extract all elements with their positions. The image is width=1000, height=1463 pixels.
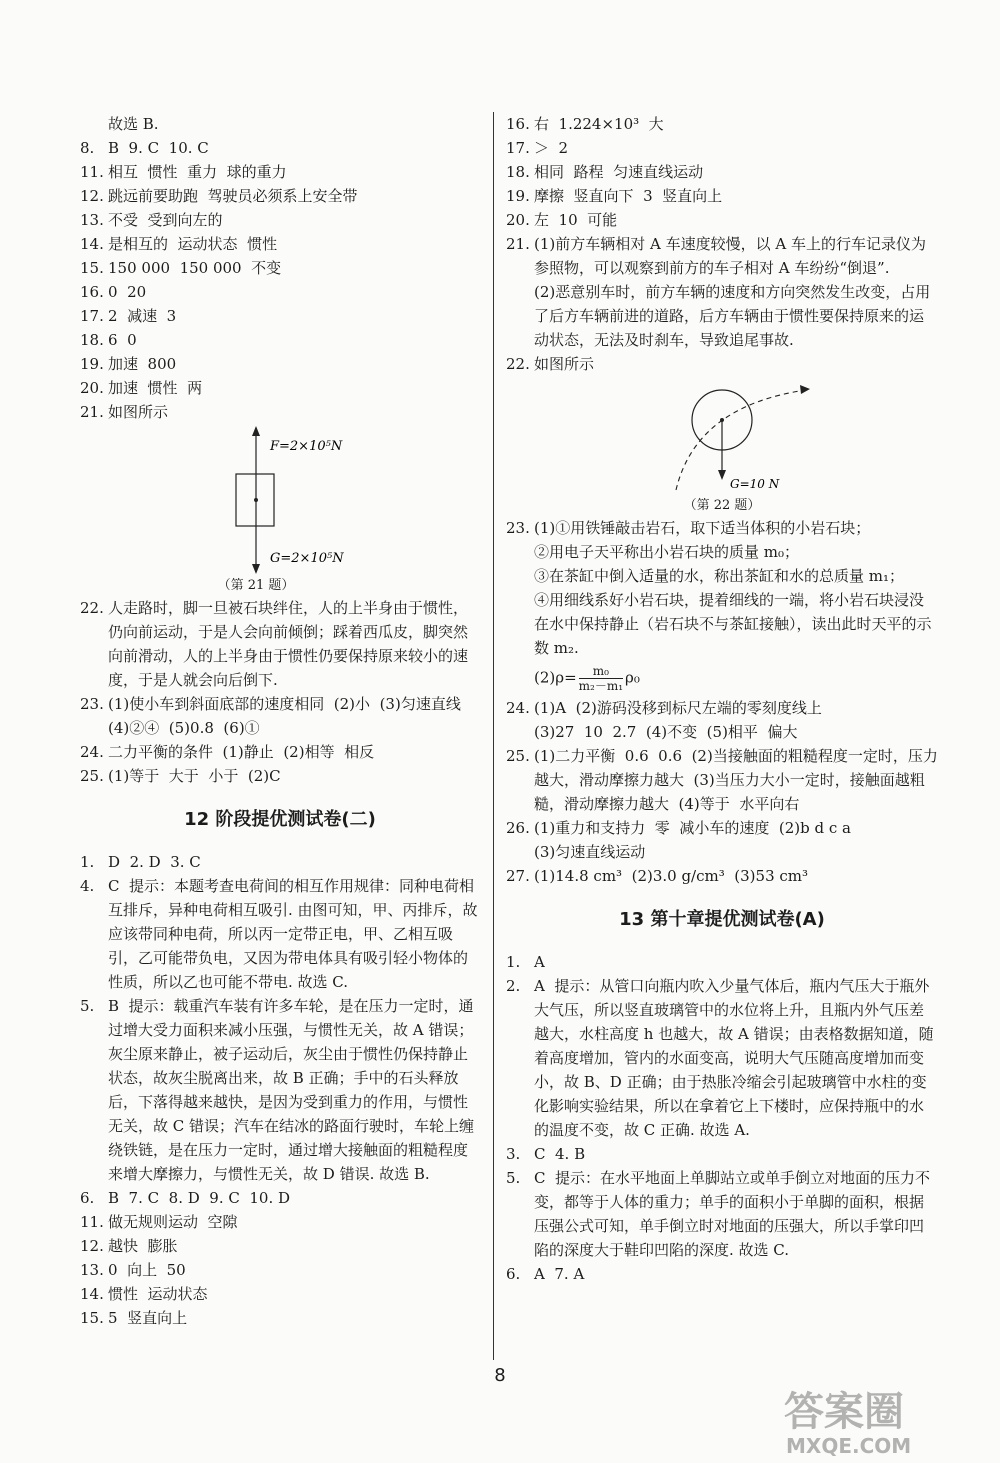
answer-item bbox=[506, 184, 938, 208]
question-number: 13. bbox=[80, 1261, 104, 1279]
question-number: 5. bbox=[80, 997, 95, 1015]
column-divider bbox=[493, 112, 494, 1360]
question-number: 24. bbox=[506, 699, 530, 717]
answer-text: 相同 路程 匀速直线运动 bbox=[534, 163, 704, 181]
answer-item bbox=[506, 816, 938, 840]
answer-item bbox=[80, 352, 480, 376]
answer-text: 惯性 运动状态 bbox=[108, 1285, 208, 1303]
answer-text: ③在茶缸中倒入适量的水，称出茶缸和水的总质量 m₁； bbox=[534, 567, 905, 585]
question-number: 12. bbox=[80, 1237, 104, 1255]
gravity-label: G=10 N bbox=[730, 477, 780, 491]
answer-text: B 7. C 8. D 9. C 10. D bbox=[108, 1189, 291, 1207]
answer-item bbox=[506, 1142, 938, 1166]
answers-list bbox=[80, 850, 480, 1330]
answer-text: 2 减速 3 bbox=[108, 307, 177, 325]
answer-text: (1)等于 大于 小于 (2)C bbox=[108, 767, 281, 785]
answer-text: 5 竖直向上 bbox=[108, 1309, 188, 1327]
answer-item bbox=[80, 596, 480, 692]
watermark-logo bbox=[776, 1375, 986, 1459]
question-number: 6. bbox=[80, 1189, 95, 1207]
answer-item bbox=[80, 112, 480, 136]
answers-list bbox=[506, 516, 938, 660]
question-number: 11. bbox=[80, 163, 104, 181]
formula-numerator: m₀ bbox=[592, 663, 609, 678]
answer-text: 相互 惯性 重力 球的重力 bbox=[108, 163, 287, 181]
question-number: 26. bbox=[506, 819, 530, 837]
answer-item bbox=[506, 280, 938, 352]
question-number: 18. bbox=[80, 331, 104, 349]
question-number bbox=[506, 280, 534, 352]
answer-text: (1)前方车辆相对 A 车速度较慢，以 A 车上的行车记录仪为参照物，可以观察到前方的车子相对 A 车纷纷“倒退”. bbox=[534, 235, 926, 277]
answer-text: C 提示：本题考查电荷间的相互作用规律：同种电荷相互排斥，异种电荷相互吸引. 由图可知，甲、丙排斥，故应该带同种电荷，所以丙一定带正电，甲、乙相互吸引，乙可能带负电，又因为带电体具有吸引轻小物体的性质，所以乙也可能不带电. 故选 C. bbox=[108, 877, 478, 991]
answer-text: 摩擦 竖直向下 3 竖直向上 bbox=[534, 187, 723, 205]
question-number: 13. bbox=[80, 211, 104, 229]
answer-text: 越快 膨胀 bbox=[108, 1237, 178, 1255]
question-number: 6. bbox=[506, 1265, 521, 1283]
question-number: 3. bbox=[506, 1145, 521, 1163]
answer-item bbox=[80, 1306, 480, 1330]
page-number: 8 bbox=[494, 1365, 506, 1386]
answer-text: A bbox=[534, 953, 545, 971]
question-number bbox=[506, 540, 534, 564]
answer-item bbox=[506, 208, 938, 232]
answer-text: 不受 受到向左的 bbox=[108, 211, 223, 229]
answer-text: (1)A (2)游码没移到标尺左端的零刻度线上 bbox=[534, 699, 822, 717]
question-number: 23. bbox=[80, 695, 104, 713]
answers-list bbox=[80, 112, 480, 424]
answer-text: C 提示：在水平地面上单脚站立或单手倒立对地面的压力不变，都等于人体的重力；单手的面积小于单脚的面积，根据压强公式可知，单手倒立时对地面的压强大，所以手掌印凹陷的深度大于鞋印凹陷的深度. 故选 C. bbox=[534, 1169, 931, 1259]
density-formula bbox=[534, 664, 640, 693]
answer-item bbox=[80, 280, 480, 304]
question-number: 22. bbox=[80, 599, 104, 617]
watermark-url: MXQE.COM bbox=[786, 1434, 912, 1458]
figure-caption: （第 22 题） bbox=[683, 498, 761, 513]
answer-text: D 2. D 3. C bbox=[108, 853, 201, 871]
answer-item bbox=[80, 160, 480, 184]
answer-item bbox=[80, 376, 480, 400]
arrow-right-icon bbox=[800, 385, 810, 394]
answer-item bbox=[80, 994, 480, 1186]
answers-list bbox=[506, 950, 938, 1286]
answers-list bbox=[506, 232, 938, 352]
arrow-down-icon bbox=[252, 564, 260, 574]
question-number bbox=[506, 564, 534, 588]
answer-text: ＞ 2 bbox=[534, 139, 569, 157]
answer-text: (1)14.8 cm³ (2)3.0 g/cm³ (3)53 cm³ bbox=[534, 867, 809, 885]
question-number: 8. bbox=[80, 139, 95, 157]
answer-item bbox=[506, 564, 938, 588]
question-number bbox=[506, 588, 534, 660]
answer-item bbox=[506, 540, 938, 564]
answer-item bbox=[80, 1186, 480, 1210]
answer-item bbox=[80, 136, 480, 160]
force-g-label: G=2×10⁵N bbox=[270, 551, 344, 566]
question-number: 12. bbox=[80, 187, 104, 205]
answer-item bbox=[80, 740, 480, 764]
question-number: 14. bbox=[80, 235, 104, 253]
answer-item bbox=[80, 692, 480, 740]
answer-text: (3)匀速直线运动 bbox=[534, 843, 646, 861]
answer-text: 0 20 bbox=[108, 283, 147, 301]
figure-caption: （第 21 题） bbox=[217, 578, 295, 593]
question-number: 11. bbox=[80, 1213, 104, 1231]
arrow-down-icon bbox=[718, 470, 726, 480]
question-number: 14. bbox=[80, 1285, 104, 1303]
answer-item bbox=[506, 160, 938, 184]
answer-text: 故选 B. bbox=[108, 115, 159, 133]
answer-item bbox=[506, 1166, 938, 1262]
answer-text: 做无规则运动 空隙 bbox=[108, 1213, 238, 1231]
question-number: 16. bbox=[506, 115, 530, 133]
answer-item bbox=[506, 588, 938, 660]
answer-text: C 4. B bbox=[534, 1145, 586, 1163]
question-number: 24. bbox=[80, 743, 104, 761]
answers-list bbox=[506, 112, 938, 232]
question-number bbox=[506, 840, 534, 864]
question-number: 16. bbox=[80, 283, 104, 301]
answer-item bbox=[80, 328, 480, 352]
question-number: 23. bbox=[506, 519, 530, 537]
answer-item bbox=[506, 660, 938, 696]
answer-text: (3)27 10 2.7 (4)不变 (5)相平 偏大 bbox=[534, 723, 798, 741]
formula-suffix: ρ₀ bbox=[625, 668, 640, 686]
answer-item bbox=[506, 974, 938, 1142]
answer-item bbox=[506, 516, 938, 540]
center-point bbox=[254, 498, 258, 502]
question-number: 27. bbox=[506, 867, 530, 885]
answer-text: 如图所示 bbox=[534, 355, 595, 373]
answer-text: 跳远前要助跑 驾驶员必须系上安全带 bbox=[108, 187, 358, 205]
answer-text: 是相互的 运动状态 惯性 bbox=[108, 235, 278, 253]
ball-diagram-22 bbox=[506, 376, 938, 494]
question-number bbox=[506, 720, 534, 744]
question-number: 25. bbox=[80, 767, 104, 785]
answer-text: 右 1.224×10³ 大 bbox=[534, 115, 664, 133]
force-f-label: F=2×10⁵N bbox=[270, 439, 343, 454]
question-number: 2. bbox=[506, 977, 521, 995]
answer-text: (1)使小车到斜面底部的速度相同 (2)小 (3)匀速直线 (4)②④ (5)0.8 (6)① bbox=[108, 695, 471, 737]
answer-text: 加速 800 bbox=[108, 355, 177, 373]
answer-text: (1)①用铁锤敲击岩石，取下适当体积的小岩石块； bbox=[534, 519, 871, 537]
question-number: 4. bbox=[80, 877, 95, 895]
answer-item bbox=[80, 1210, 480, 1234]
answer-text: 左 10 可能 bbox=[534, 211, 618, 229]
figure-22 bbox=[506, 376, 938, 516]
answer-text: A 7. A bbox=[534, 1265, 585, 1283]
figure-21 bbox=[80, 424, 480, 596]
question-number: 25. bbox=[506, 747, 530, 765]
question-number: 1. bbox=[506, 953, 521, 971]
answer-text: (1)重力和支持力 零 减小车的速度 (2)b d c a bbox=[534, 819, 851, 837]
answer-item bbox=[506, 352, 938, 376]
question-number: 5. bbox=[506, 1169, 521, 1187]
answer-text: 150 000 150 000 不变 bbox=[108, 259, 282, 277]
question-number: 17. bbox=[80, 307, 104, 325]
answer-text: 人走路时，脚一旦被石块绊住，人的上半身由于惯性，仍向前运动，于是人会向前倾倒；踩着西瓜皮，脚突然向前滑动，人的上半身由于惯性仍要保持原来较小的速度，于是人就会向后倒下. bbox=[108, 599, 469, 689]
question-number: 21. bbox=[506, 235, 530, 253]
section-title: 13 第十章提优测试卷(A) bbox=[619, 909, 825, 930]
right-column bbox=[506, 112, 938, 1286]
question-number: 17. bbox=[506, 139, 530, 157]
question-number: 1. bbox=[80, 853, 95, 871]
watermark-main: 答案圈 bbox=[784, 1389, 904, 1435]
question-number: 22. bbox=[506, 355, 530, 373]
answer-item bbox=[80, 874, 480, 994]
answer-item bbox=[506, 744, 938, 816]
left-column bbox=[80, 112, 480, 1330]
answer-item bbox=[80, 764, 480, 788]
answer-item bbox=[80, 400, 480, 424]
arrow-up-icon bbox=[252, 426, 260, 436]
answer-item bbox=[506, 112, 938, 136]
answer-text: ④用细线系好小岩石块，提着细线的一端，将小岩石块浸没在水中保持静止（岩石块不与茶缸接触），读出此时天平的示数 m₂. bbox=[534, 591, 932, 657]
answer-text: (1)二力平衡 0.6 0.6 (2)当接触面的粗糙程度一定时，压力越大，滑动摩擦力越大 (3)当压力大小一定时，接触面越粗糙，滑动摩擦力越大 (4)等于 水平向右 bbox=[534, 747, 938, 813]
answer-text: A 提示：从管口向瓶内吹入少量气体后，瓶内气压大于瓶外大气压，所以竖直玻璃管中的水位将上升，且瓶内外气压差越大，水柱高度 h 也越大，故 A 错误；由表格数据知道，随着高度增加，管内的水面变高，说明大气压随高度增加而变小，故 B、D 正确；由于热胀冷缩会引起玻璃管中水柱的变化影响实验结果，所以在拿着它上下楼时，应保持瓶中的水的温度不变，故 C 正确. 故选 A. bbox=[534, 977, 934, 1139]
force-diagram-21 bbox=[80, 424, 480, 574]
question-number: 21. bbox=[80, 403, 104, 421]
answer-text: B 9. C 10. C bbox=[108, 139, 209, 157]
answer-text: ②用电子天平称出小岩石块的质量 m₀； bbox=[534, 543, 800, 561]
answer-item bbox=[80, 1234, 480, 1258]
answer-text: 二力平衡的条件 (1)静止 (2)相等 相反 bbox=[108, 743, 375, 761]
answer-item bbox=[506, 720, 938, 744]
question-number: 18. bbox=[506, 163, 530, 181]
answer-item bbox=[506, 1262, 938, 1286]
answer-text: 6 0 bbox=[108, 331, 137, 349]
answer-item bbox=[80, 304, 480, 328]
answer-item bbox=[506, 950, 938, 974]
answers-list bbox=[506, 696, 938, 888]
answer-item bbox=[80, 256, 480, 280]
answer-item bbox=[80, 184, 480, 208]
formula-denominator: m₂－m₁ bbox=[578, 678, 624, 693]
question-number: 20. bbox=[80, 379, 104, 397]
answer-item bbox=[506, 232, 938, 280]
question-number: 19. bbox=[80, 355, 104, 373]
answer-item bbox=[506, 840, 938, 864]
section-title: 12 阶段提优测试卷(二) bbox=[184, 809, 376, 830]
answer-text: 加速 惯性 两 bbox=[108, 379, 203, 397]
answer-item bbox=[506, 136, 938, 160]
answer-text: 0 向上 50 bbox=[108, 1261, 186, 1279]
formula-fraction bbox=[579, 664, 623, 693]
answer-item bbox=[506, 696, 938, 720]
answer-item bbox=[80, 850, 480, 874]
answer-text: (2)恶意别车时，前方车辆的速度和方向突然发生改变，占用了后方车辆前进的道路，后方车辆由于惯性要保持原来的运动状态，无法及时刹车，导致追尾事故. bbox=[534, 283, 931, 349]
answers-list bbox=[80, 596, 480, 788]
question-number bbox=[80, 112, 108, 136]
question-number: 19. bbox=[506, 187, 530, 205]
question-number: 15. bbox=[80, 1309, 104, 1327]
formula-prefix: (2)ρ= bbox=[534, 668, 577, 686]
answer-item bbox=[80, 1258, 480, 1282]
answer-text: 如图所示 bbox=[108, 403, 169, 421]
answer-text: B 提示：载重汽车装有许多车轮，是在压力一定时，通过增大受力面积来减小压强，与惯性无关，故 A 错误；灰尘原来静止，被子运动后，灰尘由于惯性仍保持静止状态，故灰尘脱离出来，故 B 正确；手中的石头释放后，下落得越来越快，是因为受到重力的作用，与惯性无关，故 C 错误；汽车在结冰的路面行驶时，车轮上缠绕铁链，是在压力一定时，通过增大接触面的粗糙程度来增大摩擦力，与惯性无关，故 D 错误. 故选 B. bbox=[108, 997, 475, 1183]
question-number: 20. bbox=[506, 211, 530, 229]
answer-item bbox=[80, 232, 480, 256]
answer-item bbox=[80, 1282, 480, 1306]
question-number: 15. bbox=[80, 259, 104, 277]
answer-item bbox=[506, 864, 938, 888]
answer-item bbox=[80, 208, 480, 232]
